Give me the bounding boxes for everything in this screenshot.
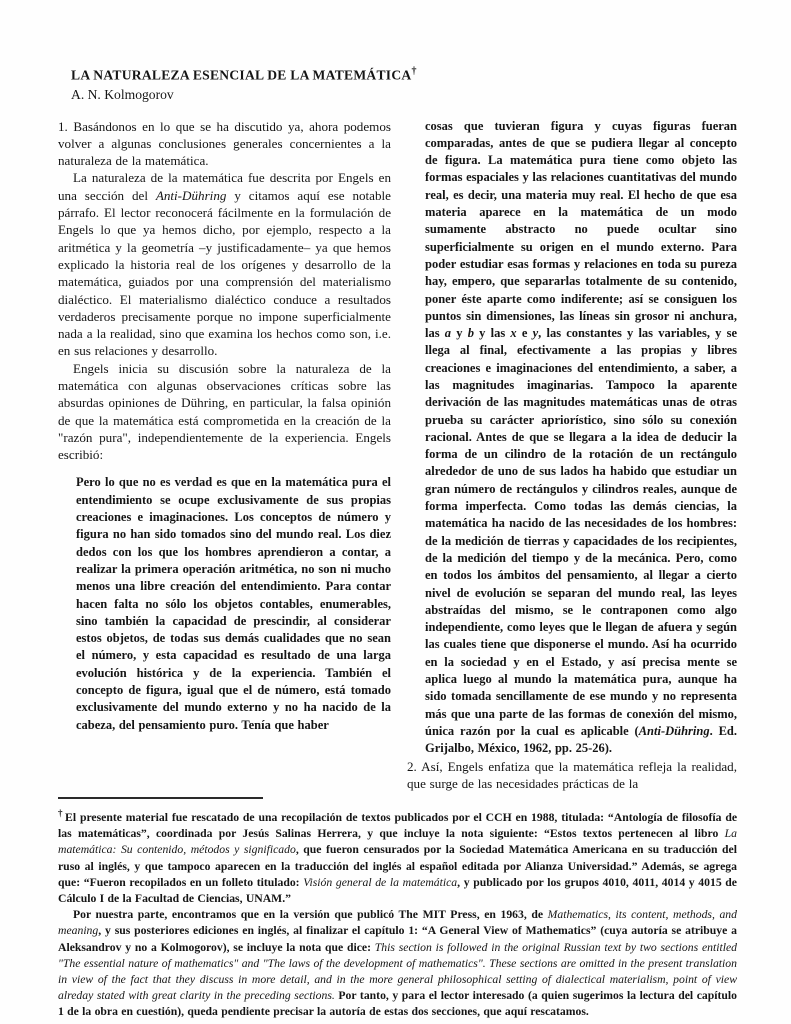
title-dagger-mark: † xyxy=(411,66,417,77)
text-run: , que fueron censurados por la Sociedad Matemática Americana en su traducción del ruso al inglés, y que tampoco aparecen en la traducción del inglés al español editada por Alianza Universidad.” Además, se agrega que: “Fueron recopilados en un folleto titulado: xyxy=(58,843,737,889)
footnote xyxy=(58,805,737,1021)
paragraph-2 xyxy=(58,169,391,359)
text-run: Por nuestra parte, encontramos que en la versión que publicó The MIT Press, en 1963, de xyxy=(73,908,548,922)
text-run: y xyxy=(451,326,468,341)
title-block xyxy=(71,63,737,103)
text-run: Visión general de la matemática xyxy=(303,875,458,889)
text-run: Engels inicia su discusión sobre la naturaleza de la matemática con algunas observaciones críticas sobre las absurdas opiniones de Dühring, en particular, la falsa opinión de que la matemática está comprometida en la creación de la "razón pura", independientemente de la experiencia. Engels escribió: xyxy=(58,360,391,463)
footnote-separator xyxy=(58,797,263,799)
text-run: , y publicado por los grupos 4010, 4011, 4014 y 4015 de Cálculo I de la Facultad de Ciencias, UNAM.” xyxy=(58,875,737,906)
text-run: 2. Así, Engels enfatiza que la matemática refleja la realidad, que surge de las necesidades prácticas de la xyxy=(407,758,737,791)
two-column-body xyxy=(58,118,737,793)
text-run: b xyxy=(467,326,474,341)
page-title xyxy=(71,63,737,84)
engels-quote-part-1 xyxy=(76,474,391,733)
text-run: e xyxy=(516,326,533,341)
text-run: Pero lo que no es verdad es que en la matemática pura el entendimiento se ocupe exclusivamente de sus propias creaciones e imaginaciones. Los conceptos de número y figura no han sido tomados sino del mundo real. Los diez dedos con los que los hombres aprendieron a contar, a realizar la primera operación aritmética, no son ni mucho menos una libre creación del entendimiento. Para contar hacen falta no sólo los objetos contables, enumerables, sino también la capacidad de prescindir, al considerar estos objetos, de todas sus demás cualidades que no sean el número, y esta capacidad es resultado de una larga evolución histórica y de la experiencia. También el concepto de figura, igual que el de número, está tomado exclusivamente del mundo externo y no ha nacido de la cabeza, del pensamiento puro. Tenía que haber xyxy=(76,475,391,732)
footnote-paragraph-2 xyxy=(58,907,737,1020)
text-run: El presente material fue rescatado de una recopilación de textos publicados por el CCH en 1988, titulada: “Antología de filosofía de las matemáticas”, coordinada por Jesús Salinas Herrera, y que incluye la nota siguiente: “Estos textos pertenecen al libro xyxy=(58,811,738,841)
footnote-dagger-mark: † xyxy=(58,808,64,819)
text-run: y citamos aquí ese notable párrafo. El lector reconocerá fácilmente en la formulación de Engels lo que ya hemos dicho, por ejemplo, respecto a la aritmética y la geometría –y justificadamente– ya que hemos explicado la historia real de los orígenes y desarrollo de la matemática, guiados por una comprensión del materialismo dialéctico. El materialismo dialéctico conduce a resultados verdaderos precisamente porque no impone superficialmente nada a la realidad, sino que examina los hechos como son, i.e. en sus relaciones y desarrollo. xyxy=(58,187,391,359)
text-run: y las xyxy=(473,326,511,341)
text-run: a xyxy=(444,326,452,341)
text-run: , y sus posteriores ediciones en inglés, al finalizar el capítulo 1: “A General View of Mathematics” (cuya autoría se atribuye a Aleksandrov y no a Kolmogorov), se incluye la nota que dice: xyxy=(58,924,737,954)
left-column xyxy=(58,118,391,793)
paragraph-1 xyxy=(58,118,391,170)
author: A. N. Kolmogorov xyxy=(71,86,174,102)
text-run: Mathematics, its content, methods, and meaning xyxy=(58,908,737,938)
text-run: y xyxy=(532,326,539,341)
text-run: , las constantes y las variables, y se llega al final, efectivamente a las propias y libres creaciones e imaginaciones del entendimiento, a saber, a las magnitudes imaginarias. Tampoco la aparente derivación de las magnitudes matemáticas unas de otras prueba su carácter apriorístico, sino sólo su conexión racional. Antes de que se llegara a la idea de deducir la forma de un cilindro de la rotación de un rectángulo alrededor de uno de sus lados ha habido que estudiar un gran número de rectángulos y cilindros reales, aunque de forma imperfecta. Como todas las demás ciencias, la matemática ha nacido de las necesidades de los hombres: de la medición de tierras y capacidades de los recipientes, de la medición del tiempo y de la mecánica. Pero, como en todos los ámbitos del pensamiento, al llegar a cierto nivel de evolución se separan del mundo real, las leyes abstraídas del mismo, se le contraponen como algo independiente, como leyes que le llegan de afuera y según las cuales tiene que disponerse el mundo. Así ha ocurrido en la sociedad y en el Estado, y así precisa mente se aplica luego al mundo la matemática pura, aunque ha sido tomada sencillamente de ese mundo y no representa más que una parte de las formas de conexión del mismo, única razón por la cual es aplicable ( xyxy=(425,326,738,738)
text-run: This section is followed in the original Russian text by two sections entitled "The essential nature of mathematics" and "The laws of the development of mathematics". These sections are omitted in the present translation in view of the fact that they discuss in more detail, and in the more general philosophical setting of dialectical materialism, point of view alreday stated with great clarity in the preceding sections. xyxy=(58,940,737,1003)
engels-quote-part-2 xyxy=(425,118,737,758)
footnote-paragraph-1 xyxy=(58,805,737,907)
text-run: La naturaleza de la matemática fue descrita por Engels en una sección del xyxy=(58,170,391,203)
paragraph-3 xyxy=(58,360,391,464)
text-run: 1. Basándonos en lo que se ha discutido ya, ahora podemos volver a algunas conclusiones generales concernientes a la naturaleza de la matemática. xyxy=(58,118,391,169)
right-column xyxy=(407,118,737,793)
text-run: Anti-Dühring xyxy=(638,723,710,738)
text-run: Anti-Dühring xyxy=(155,187,227,203)
text-run: . Ed. Grijalbo, México, 1962, pp. 25-26). xyxy=(425,723,737,756)
title-text: LA NATURALEZA ESENCIAL DE LA MATEMÁTICA xyxy=(71,67,412,83)
text-run: La matemática: Su contenido, métodos y significado xyxy=(58,827,737,857)
text-run: Por tanto, y para el lector interesado (a quien sugerimos la lectura del capítulo 1 de la obra en cuestión), queda pendiente precisar la autoría de estas dos secciones, que aquí rescatamos. xyxy=(58,989,737,1019)
text-run: x xyxy=(510,326,517,341)
text-run: cosas que tuvieran figura y cuyas figuras fueran comparadas, antes de que se pudiera llegar al concepto de figura. La matemática pura tiene como objeto las formas espaciales y las relaciones cuantitativas del mundo real, es decir, una materia muy real. El hecho de que esa materia aparece en la matemática de un modo sumamente abstracto no puede ocultar sino superficialmente su origen en el mundo externo. Para poder estudiar esas formas y relaciones en toda su pureza hay, empero, que separarlas totalmente de su contenido, poner éste aparte como indiferente; así se consiguen los puntos sin dimensiones, las líneas sin grosor ni anchura, las xyxy=(425,118,737,341)
paragraph-4 xyxy=(407,758,737,793)
